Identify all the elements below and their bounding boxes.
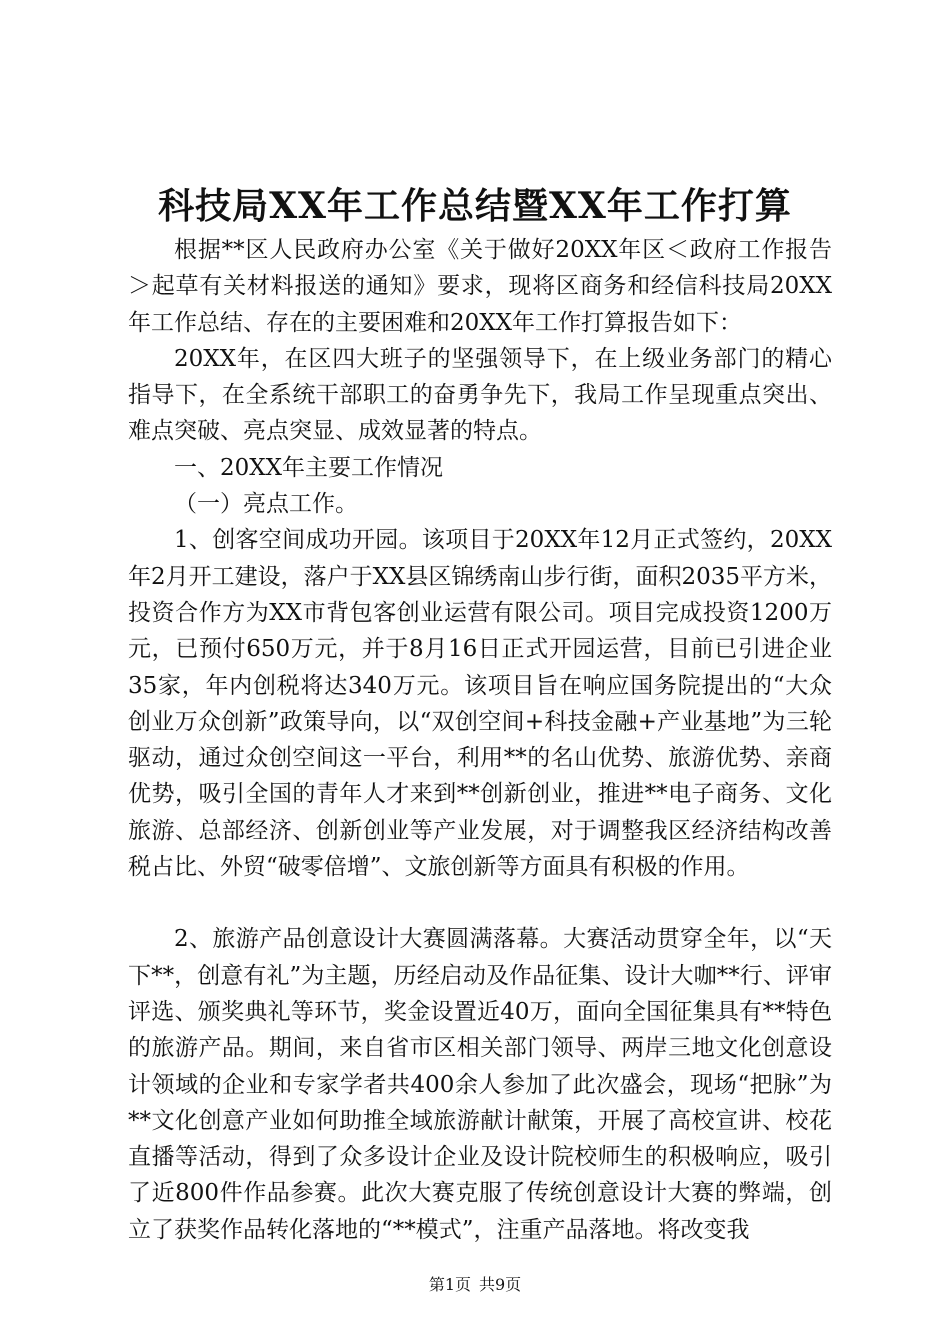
- paragraph-item-2: 2、旅游产品创意设计大赛圆满落幕。大赛活动贯穿全年，以“天下**，创意有礼”为主题，历经启动及作品征集、设计大咖**行、评审评选、颁奖典礼等环节，奖金设置近40万，面向全国征集具有**特色的旅游产品。期间，来自省市区相关部门领导、两岸三地文化创意设计领域的企业和专家学者共400余人参加了此次盛会，现场“把脉”为**文化创意产业如何助推全域旅游献计献策，开展了高校宣讲、校花直播等活动，得到了众多设计企业及设计院校师生的积极响应，吸引了近800件作品参赛。此次大赛克服了传统创意设计大赛的弊端，创立了获奖作品转化落地的“**模式”，注重产品落地。将改变我: [128, 926, 832, 1243]
- section-heading: 一、20XX年主要工作情况: [174, 454, 444, 481]
- subsection-heading: （一）亮点工作。: [174, 491, 358, 518]
- page-total: 共9页: [479, 1275, 522, 1294]
- paragraph-intro: 根据**区人民政府办公室《关于做好20XX年区＜政府工作报告＞起草有关材料报送的通知》要求，现将区商务和经信科技局20XX年工作总结、存在的主要困难和20XX年工作打算报告如下：: [128, 237, 832, 336]
- paragraph-item-1: 1、创客空间成功开园。该项目于20XX年12月正式签约，20XX年2月开工建设，落户于XX县区锦绣南山步行街，面积2035平方米，投资合作方为XX市背包客创业运营有限公司。项目完成投资1200万元，已预付650万元，并于8月16日正式开园运营，目前已引进企业35家，年内创税将达340万元。该项目旨在响应国务院提出的“大众创业万众创新”政策导向，以“双创空间+科技金融+产业基地”为三轮驱动，通过众创空间这一平台，利用**的名山优势、旅游优势、亲商优势，吸引全国的青年人才来到**创新创业，推进**电子商务、文化旅游、总部经济、创新创业等产业发展，对于调整我区经济结构改善税占比、外贸“破零倍增”、文旅创新等方面具有积极的作用。: [128, 527, 832, 881]
- paragraph-overview: 20XX年，在区四大班子的坚强领导下，在上级业务部门的精心指导下，在全系统干部职工的奋勇争先下，我局工作呈现重点突出、难点突破、亮点突显、成效显著的特点。: [128, 345, 832, 445]
- document-title: 科技局XX年工作总结暨XX年工作打算: [158, 185, 792, 227]
- page-footer: [0, 1275, 950, 1295]
- document-body: [128, 232, 832, 1248]
- page-number: 第1页: [428, 1275, 471, 1294]
